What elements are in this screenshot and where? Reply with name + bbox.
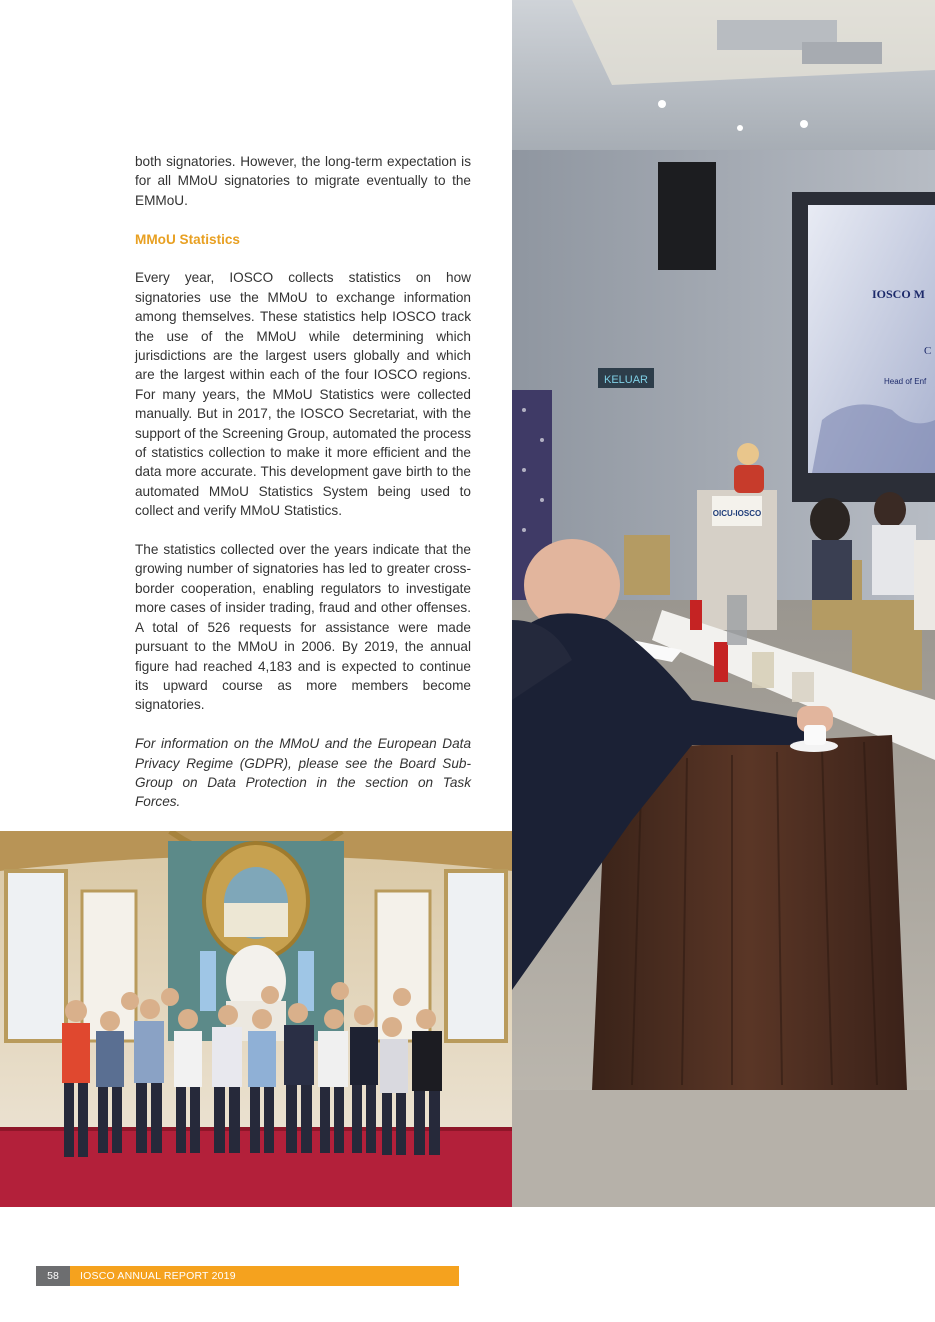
body-text-column [135,152,471,831]
group-photo [0,831,512,1207]
statistics-paragraph-2: The statistics collected over the years indicate that the growing number of signatories has led to greater cross-border cooperation, enabling regulators to investigate more cases of insider trading, fraud and other offenses. A total of 526 requests for assistance were made pursuant to the MMoU in 2006. By 2019, the annual figure had reached 4,183 and is expected to continue its upward course as more members become signatories. [135,542,471,713]
page-number: 58 [36,1266,70,1286]
report-title: IOSCO ANNUAL REPORT 2019 [70,1266,459,1286]
gdpr-note: For information on the MMoU and the European Data Privacy Regime (GDPR), please see the Board Sub-Group on Data Protection in the section on Task Forces. [135,736,471,810]
page-footer [36,1266,459,1286]
conference-photo [512,0,935,1207]
podium-logo-text: OICU-IOSCO [712,509,762,518]
screen-title-text: IOSCO M [872,287,926,301]
exit-sign-text: KELUAR [603,374,649,386]
screen-subtitle-text: Head of Enf [884,377,927,386]
section-heading: MMoU Statistics [135,231,240,247]
intro-paragraph: both signatories. However, the long-term expectation is for all MMoU signatories to migrate eventually to the EMMoU. [135,154,471,208]
conference-photo-illustration [512,0,935,1207]
screen-line-text: C [924,345,932,357]
group-photo-illustration [0,831,512,1207]
statistics-paragraph-1: Every year, IOSCO collects statistics on how signatories use the MMoU to exchange information among themselves. These statistics help IOSCO track the use of the MMoU while determining which jurisdictions are the largest users globally and which are the largest within each of the four IOSCO regions. For many years, the MMoU Statistics were collected manually. But in 2017, the IOSCO Secretariat, with the support of the Screening Group, automated the process of statistics collection to make it more efficient and the data more accurate. This development gave birth to the automated MMoU Statistics System being used to collect and verify MMoU Statistics. [135,270,471,519]
